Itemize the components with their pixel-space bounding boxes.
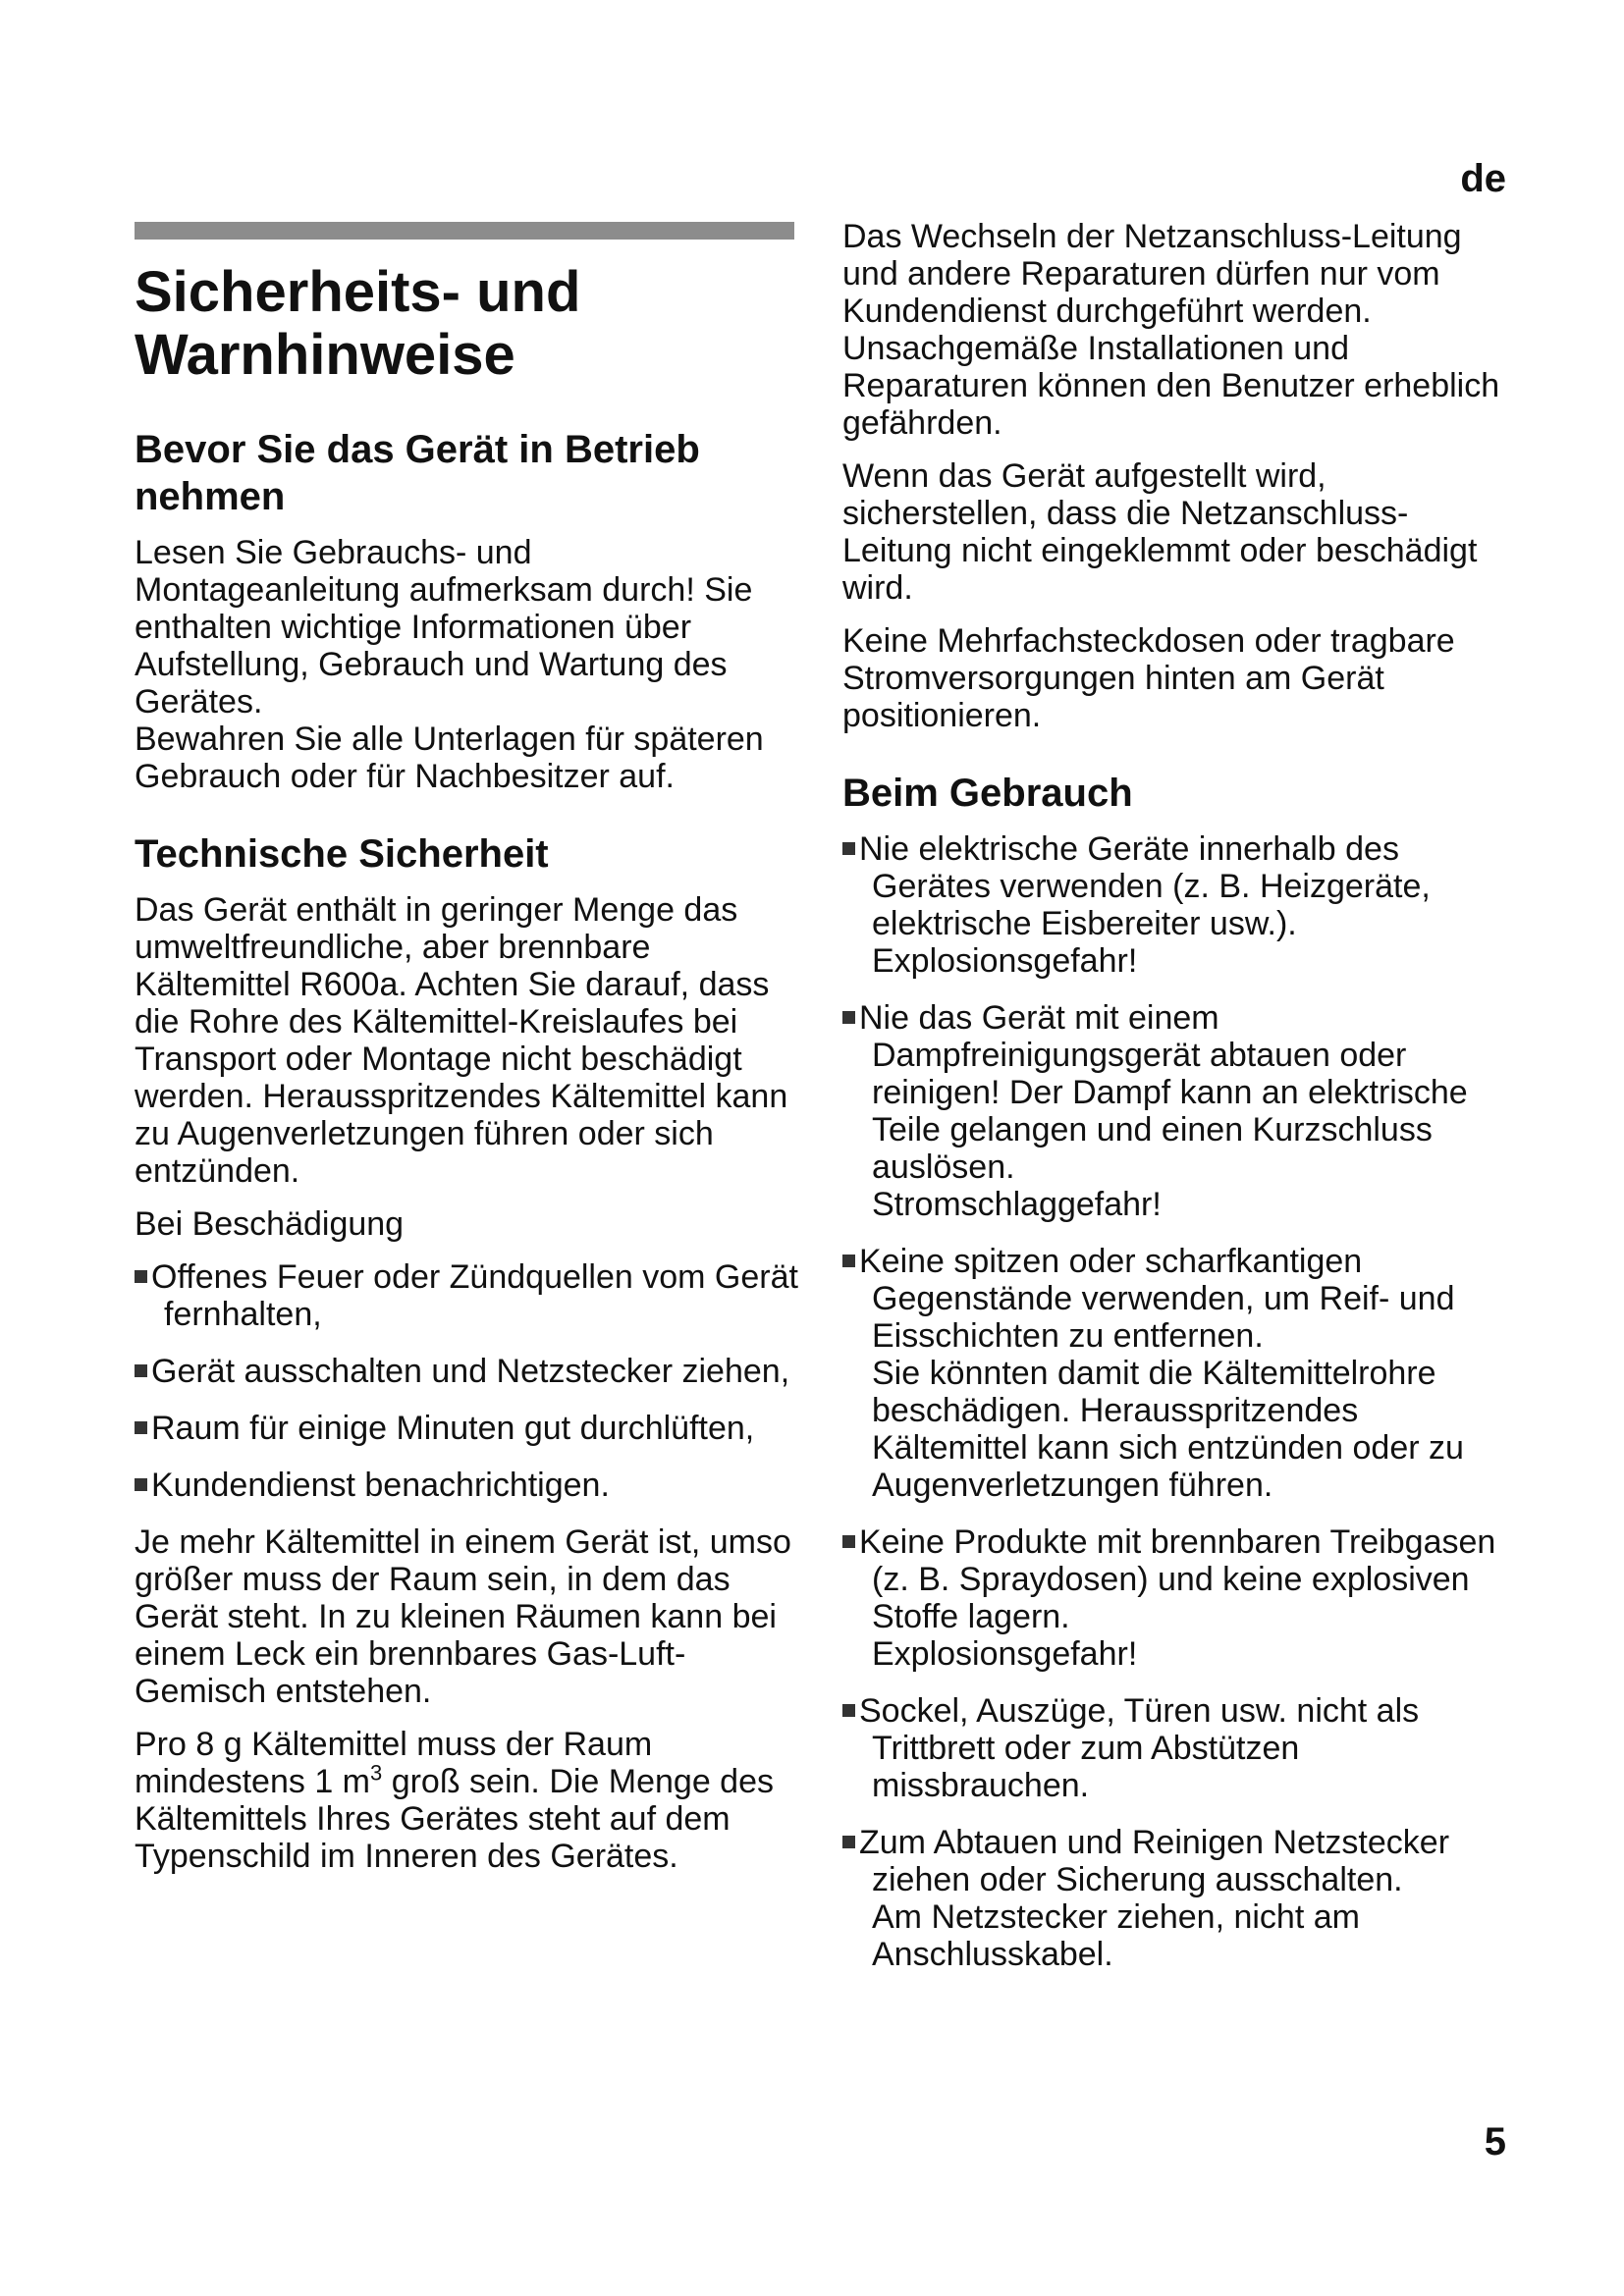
warning-text: Sie könnten damit die Kältemittelrohre beschädigen. Herausspritzendes Kältemittel kann sich entzünden oder zu Augenverletzungen führen. [872, 1355, 1464, 1504]
usage-list [842, 830, 1510, 1973]
warning-text: Explosionsgefahr! [872, 1635, 1138, 1673]
square-bullet-icon [842, 1011, 855, 1024]
damage-list [135, 1258, 802, 1504]
list-item: Nie elektrische Geräte innerhalb des Gerätes verwenden (z. B. Heizgeräte, elektrische Eisbereiter usw.). Explosionsgefahr! [842, 830, 1510, 980]
list-item: Keine Produkte mit brennbaren Treibgasen (z. B. Spraydosen) und keine explosiven Stoffe lagern. Explosionsgefahr! [842, 1523, 1510, 1673]
list-item: Raum für einige Minuten gut durchlüften, [135, 1410, 802, 1447]
square-bullet-icon [135, 1478, 147, 1491]
paragraph: Keine Mehrfachsteckdosen oder tragbare Stromversorgungen hinten am Gerät positionieren. [842, 622, 1455, 734]
page-title [135, 261, 802, 387]
list-item: Kundendienst benachrichtigen. [135, 1467, 802, 1504]
square-bullet-icon [842, 1704, 855, 1717]
square-bullet-icon [842, 1255, 855, 1267]
square-bullet-icon [135, 1270, 147, 1283]
language-code: de [1460, 157, 1506, 200]
paragraph: Pro 8 g Kältemittel muss der Raum mindestens 1 $m^3$ groß sein. Die Menge des Kältemittels Ihres Gerätes steht auf dem Typenschild im Inneren des Gerätes. [135, 1726, 775, 1875]
paragraph: Bei Beschädigung [135, 1205, 405, 1243]
list-item: Offenes Feuer oder Zündquellen vom Gerät fernhalten, [135, 1258, 802, 1333]
square-bullet-icon [135, 1421, 147, 1434]
left-column [135, 222, 802, 1891]
list-item: Zum Abtauen und Reinigen Netzstecker ziehen oder Sicherung ausschalten. Am Netzstecker ziehen, nicht am Anschlusskabel. [842, 1824, 1510, 1973]
warning-text: Am Netzstecker ziehen, nicht am Anschlusskabel. [872, 1898, 1360, 1973]
paragraph: Lesen Sie Gebrauchs- und Montageanleitung aufmerksam durch! Sie enthalten wichtige Informationen über Aufstellung, Gebrauch und Wartung des Gerätes. [135, 534, 753, 721]
paragraph: Bewahren Sie alle Unterlagen für späteren Gebrauch oder für Nachbesitzer auf. [135, 721, 764, 795]
square-bullet-icon [135, 1364, 147, 1377]
square-bullet-icon [842, 1535, 855, 1548]
list-item: Keine spitzen oder scharfkantigen Gegenstände verwenden, um Reif- und Eisschichten zu entfernen. Sie könnten damit die Kältemittelrohre beschädigen. Herausspritzendes Kältemittel kann sich entzünden oder zu Augenverletzungen führen. [842, 1243, 1510, 1504]
list-item: Nie das Gerät mit einem Dampfreinigungsgerät abtauen oder reinigen! Der Dampf kann an elektrische Teile gelangen und einen Kurzschluss auslösen. Stromschlaggefahr! [842, 999, 1510, 1223]
heading-before-use: Bevor Sie das Gerät in Betrieb nehmen [135, 428, 700, 518]
warning-text: Stromschlaggefahr! [872, 1186, 1162, 1223]
heading-during-use: Beim Gebrauch [842, 772, 1133, 815]
page-title-line1: Sicherheits- und [135, 260, 581, 324]
paragraph: Das Wechseln der Netzanschluss-Leitung und andere Reparaturen dürfen nur vom Kundendienst durchgeführt werden. Unsachgemäße Installationen und Reparaturen können den Benutzer erheblich gefährden. [842, 218, 1500, 442]
section-rule [135, 222, 794, 240]
page-number: 5 [1484, 2120, 1506, 2163]
list-item: Sockel, Auszüge, Türen usw. nicht als Trittbrett oder zum Abstützen missbrauchen. [842, 1692, 1510, 1804]
square-bullet-icon [842, 1836, 855, 1848]
heading-technical-safety: Technische Sicherheit [135, 832, 549, 876]
list-item: Gerät ausschalten und Netzstecker ziehen, [135, 1353, 802, 1390]
page-title-line2: Warnhinweise [135, 323, 515, 387]
paragraph: Je mehr Kältemittel in einem Gerät ist, umso größer muss der Raum sein, in dem das Gerät steht. In zu kleinen Räumen kann bei einem Leck ein brennbares Gas-Luft-Gemisch entstehen. [135, 1523, 791, 1710]
warning-text: Explosionsgefahr! [872, 942, 1138, 980]
paragraph: Das Gerät enthält in geringer Menge das umweltfreundliche, aber brennbare Kältemittel R600a. Achten Sie darauf, dass die Rohre des Kältemittel-Kreislaufes bei Transport oder Montage nicht beschädigt werden. Herausspritzendes Kältemittel kann zu Augenverletzungen führen oder sich entzünden. [135, 891, 788, 1190]
square-bullet-icon [842, 842, 855, 855]
right-column [842, 218, 1510, 1993]
paragraph: Wenn das Gerät aufgestellt wird, sicherstellen, dass die Netzanschluss-Leitung nicht eingeklemmt oder beschädigt wird. [842, 457, 1478, 607]
